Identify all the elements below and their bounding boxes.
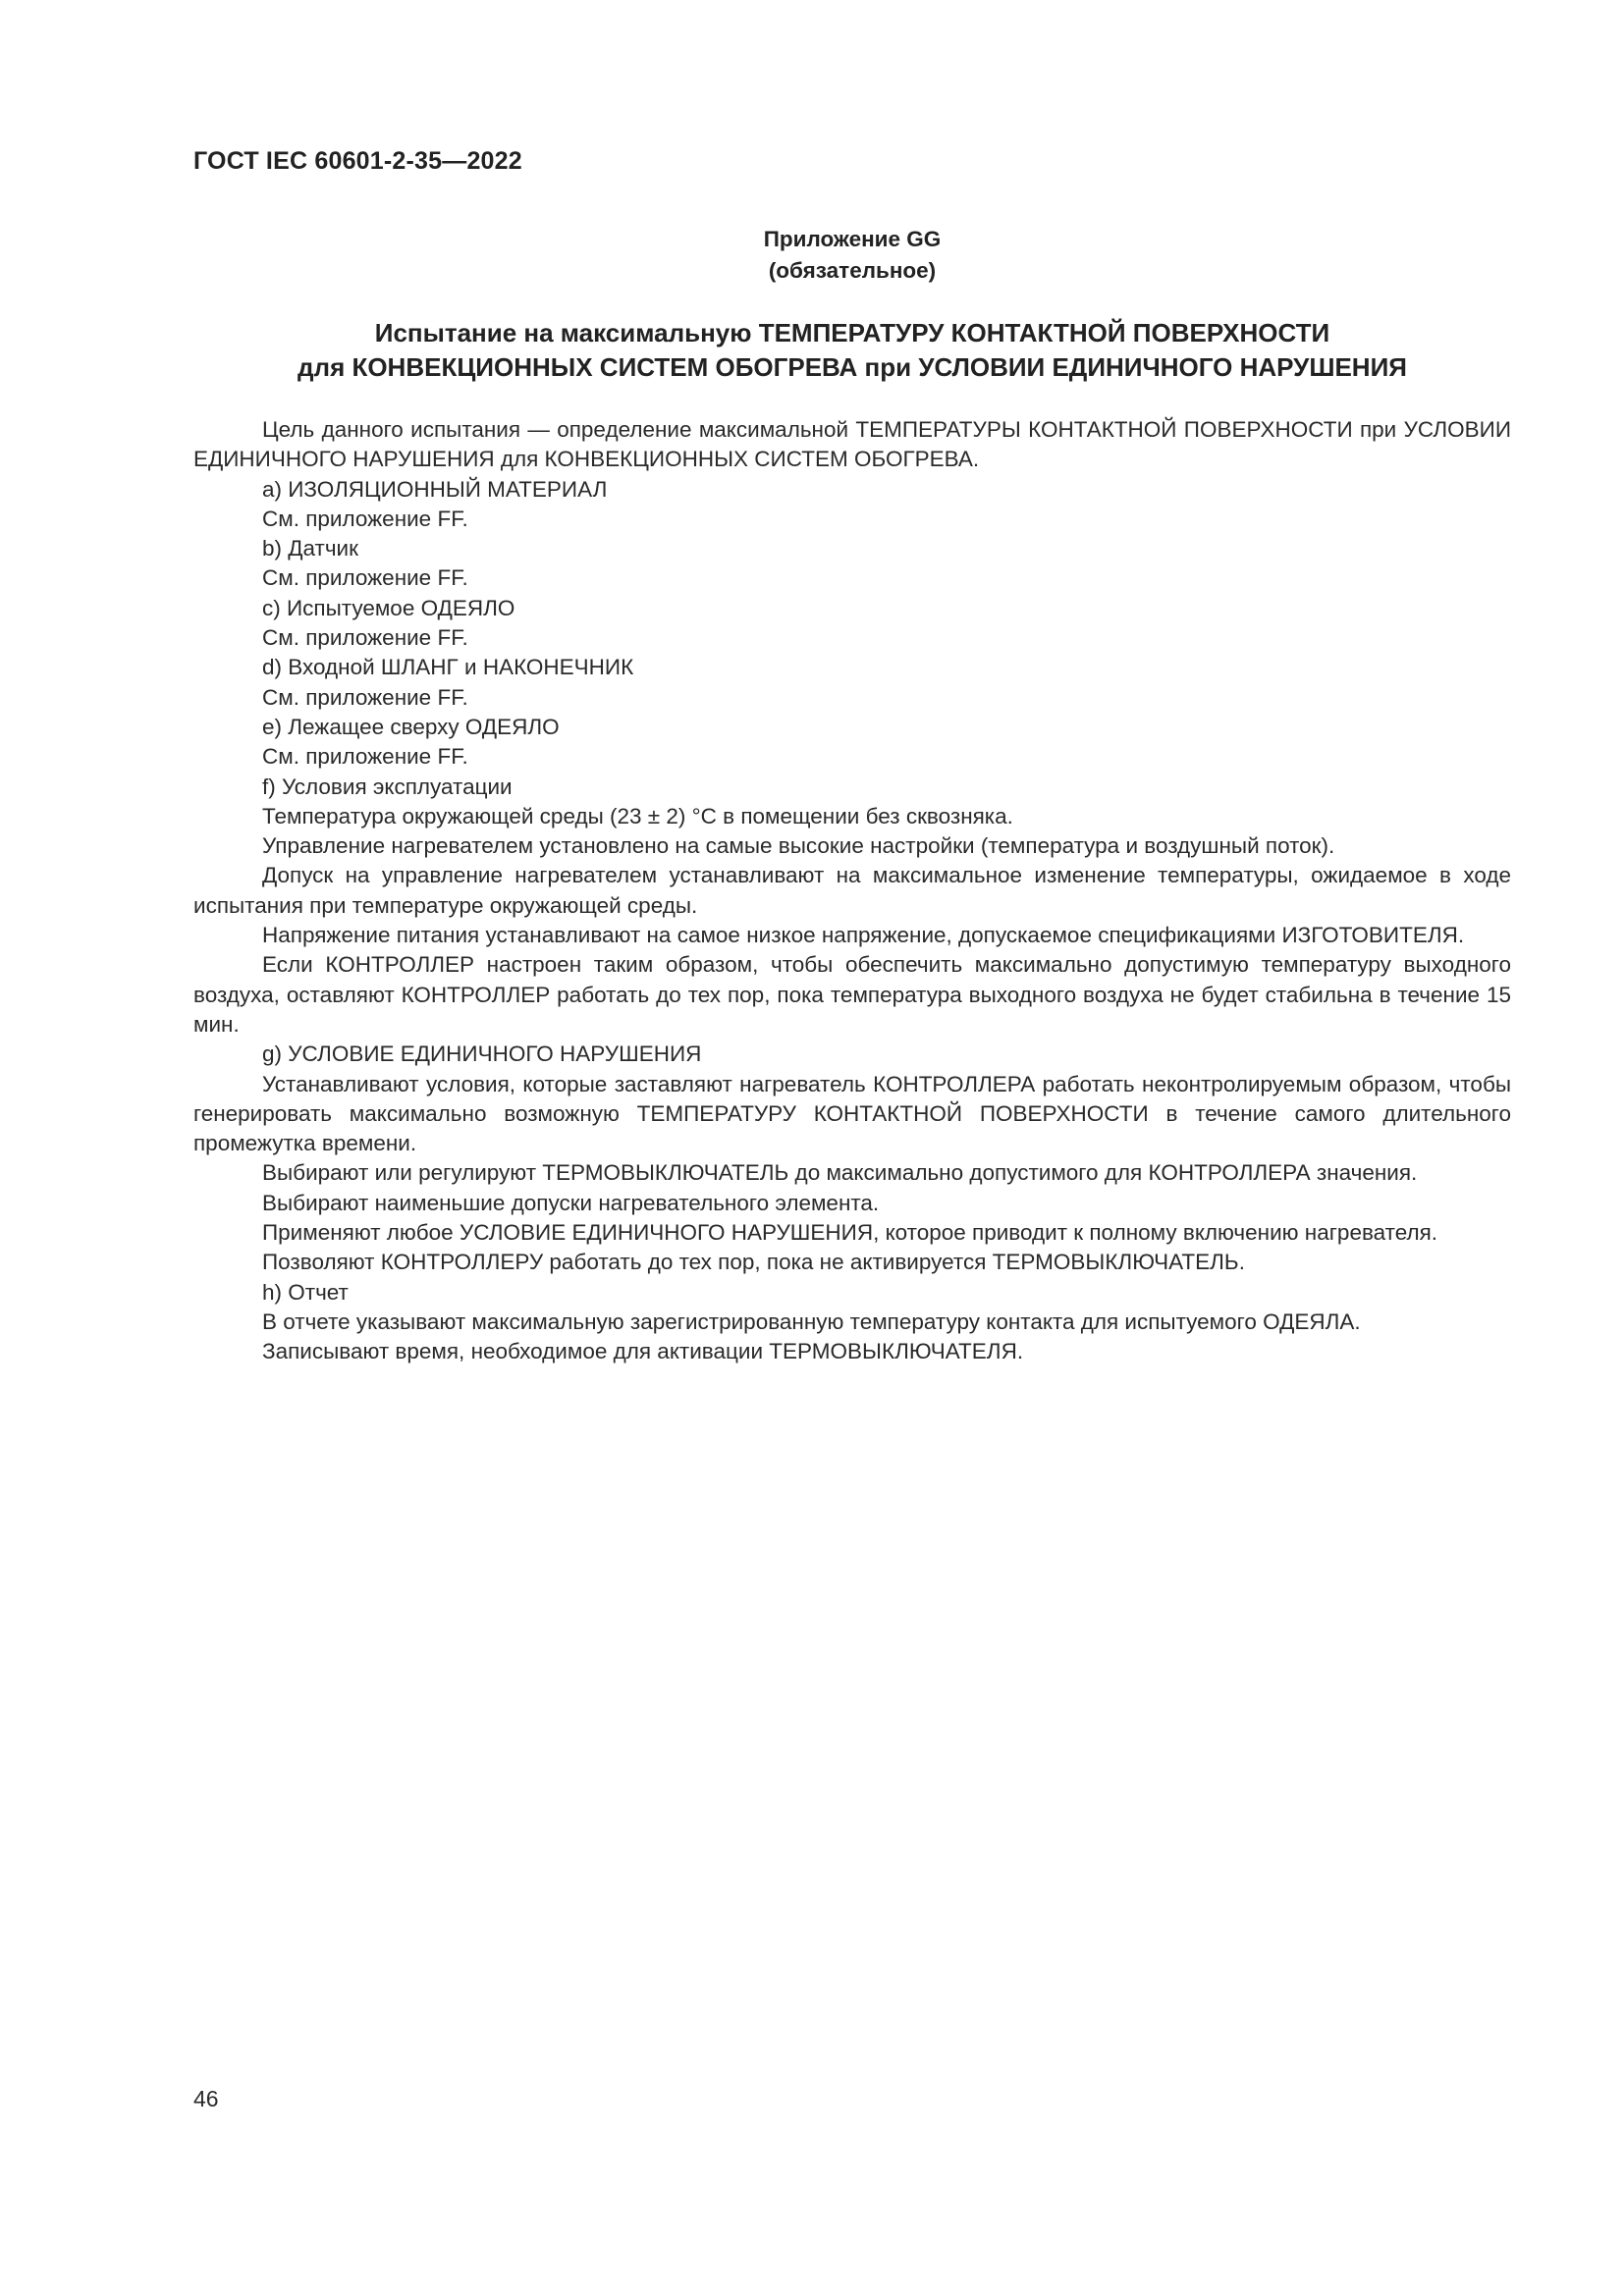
list-item-heading: g) УСЛОВИЕ ЕДИНИЧНОГО НАРУШЕНИЯ xyxy=(262,1041,702,1067)
body-paragraph: Устанавливают условия, которые заставляют нагреватель КОНТРОЛЛЕРА работать неконтролируемым образом, чтобы генерировать максимально возможную ТЕМПЕРАТУРУ КОНТАКТНОЙ ПОВЕРХНОСТИ в течение самого длительного промежутка времени. xyxy=(193,1071,1511,1156)
body-paragraph: Напряжение питания устанавливают на самое низкое напряжение, допускаемое спецификациями ИЗГОТОВИТЕЛЯ. xyxy=(262,923,1465,948)
body-paragraph: См. приложение FF. xyxy=(262,625,468,651)
annex-title-line-2: для КОНВЕКЦИОННЫХ СИСТЕМ ОБОГРЕВА при УСЛОВИИ ЕДИНИЧНОГО НАРУШЕНИЯ xyxy=(298,352,1407,382)
body-paragraph: Если КОНТРОЛЛЕР настроен таким образом, чтобы обеспечить максимально допустимую температуру выходного воздуха, оставляют КОНТРОЛЛЕР работать до тех пор, пока температура выходного воздуха не будет стабильна в течение 15 мин. xyxy=(193,952,1511,1037)
standard-code-header: ГОСТ IEC 60601-2-35—2022 xyxy=(193,147,522,175)
list-item-heading: h) Отчет xyxy=(262,1279,349,1305)
annex-title xyxy=(193,316,1511,385)
body-paragraph: Выбирают или регулируют ТЕРМОВЫКЛЮЧАТЕЛЬ до максимально допустимого для КОНТРОЛЛЕРА значения. xyxy=(262,1160,1418,1186)
body-paragraph: Управление нагревателем установлено на самые высокие настройки (температура и воздушный поток). xyxy=(262,833,1335,859)
body-paragraph: См. приложение FF. xyxy=(262,565,468,591)
body-paragraph: Записывают время, необходимое для активации ТЕРМОВЫКЛЮЧАТЕЛЯ. xyxy=(262,1339,1024,1364)
body-text xyxy=(193,415,1511,1367)
body-paragraph: Выбирают наименьшие допуски нагревательного элемента. xyxy=(262,1190,880,1215)
annex-status: (обязательное) xyxy=(768,258,937,283)
annex-label: Приложение GG xyxy=(763,227,942,251)
body-paragraph: В отчете указывают максимальную зарегистрированную температуру контакта для испытуемого ОДЕЯЛА. xyxy=(262,1308,1361,1334)
list-item-heading: c) Испытуемое ОДЕЯЛО xyxy=(262,595,515,620)
list-item-heading: f) Условия эксплуатации xyxy=(262,774,513,799)
body-paragraph: Позволяют КОНТРОЛЛЕРУ работать до тех пор, пока не активируется ТЕРМОВЫКЛЮЧАТЕЛЬ. xyxy=(262,1250,1245,1275)
body-paragraph: Применяют любое УСЛОВИЕ ЕДИНИЧНОГО НАРУШЕНИЯ, которое приводит к полному включению нагревателя. xyxy=(262,1220,1438,1246)
list-item-heading: d) Входной ШЛАНГ и НАКОНЕЧНИК xyxy=(262,655,634,680)
body-paragraph: См. приложение FF. xyxy=(262,744,468,770)
body-paragraph: Цель данного испытания — определение максимальной ТЕМПЕРАТУРЫ КОНТАКТНОЙ ПОВЕРХНОСТИ при УСЛОВИИ ЕДИНИЧНОГО НАРУШЕНИЯ для КОНВЕКЦИОННЫХ СИСТЕМ ОБОГРЕВА. xyxy=(193,417,1511,472)
body-paragraph: Температура окружающей среды (23 ± 2) °С в помещении без сквозняка. xyxy=(262,803,1013,828)
annex-heading xyxy=(193,224,1511,287)
list-item-heading: a) ИЗОЛЯЦИОННЫЙ МАТЕРИАЛ xyxy=(262,476,608,502)
body-paragraph: Допуск на управление нагревателем устанавливают на максимальное изменение температуры, ожидаемое в ходе испытания при температуре окружающей среды. xyxy=(193,863,1511,918)
body-paragraph: См. приложение FF. xyxy=(262,684,468,710)
page-number: 46 xyxy=(193,2086,219,2111)
list-item-heading: b) Датчик xyxy=(262,536,358,561)
annex-title-line-1: Испытание на максимальную ТЕМПЕРАТУРУ КОНТАКТНОЙ ПОВЕРХНОСТИ xyxy=(374,318,1330,347)
body-paragraph: См. приложение FF. xyxy=(262,506,468,531)
list-item-heading: e) Лежащее сверху ОДЕЯЛО xyxy=(262,714,560,739)
